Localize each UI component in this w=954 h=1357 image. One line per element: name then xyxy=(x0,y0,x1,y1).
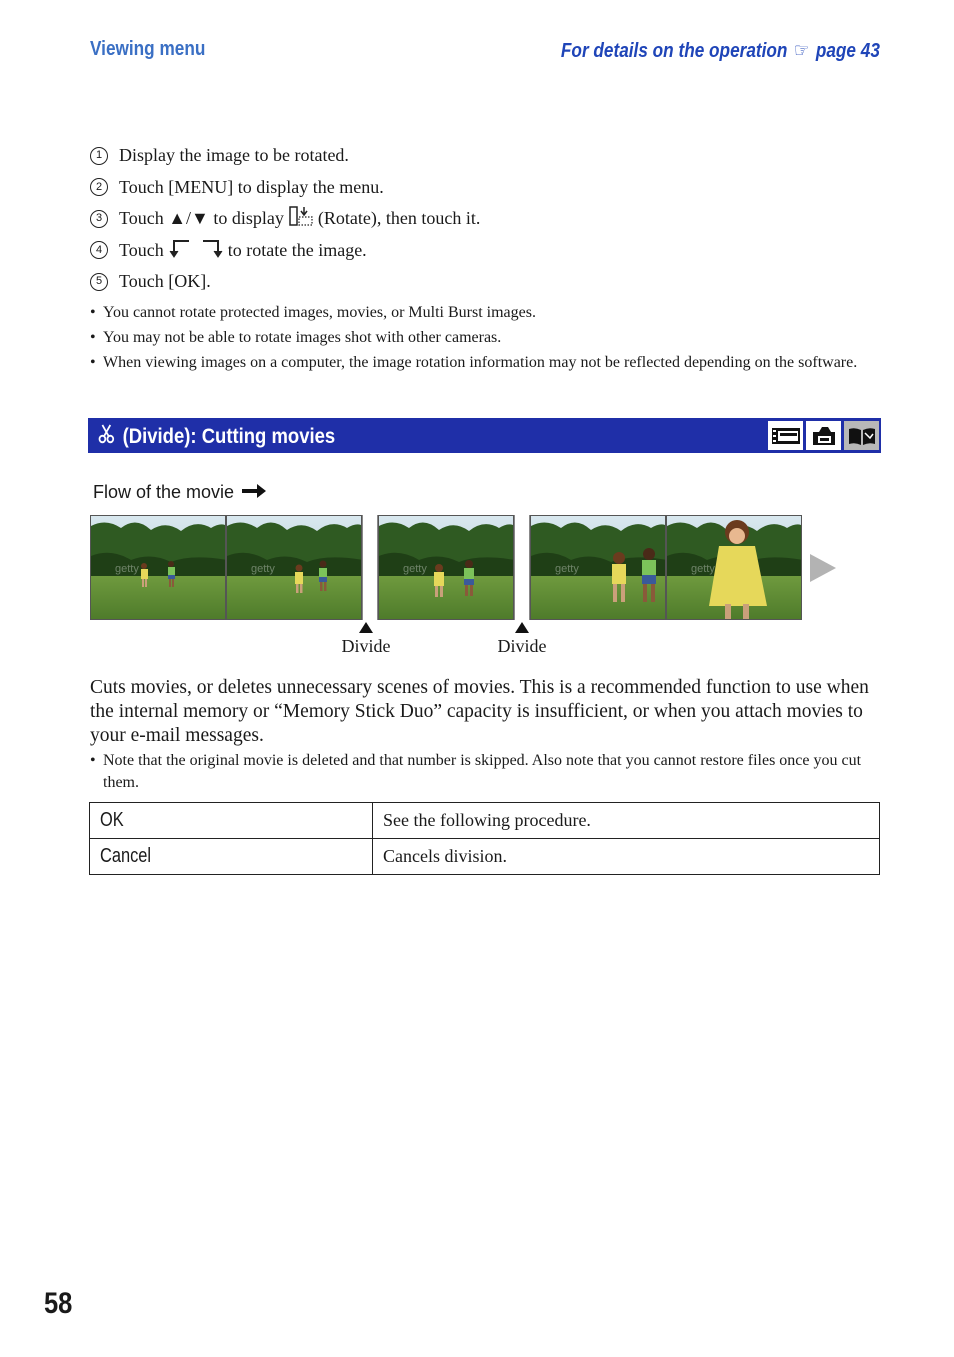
movie-frame xyxy=(226,515,362,620)
details-text: For details on the operation xyxy=(561,40,788,62)
details-reference[interactable] xyxy=(561,38,880,63)
rotate-right-icon xyxy=(200,237,224,264)
divide-label: Divide xyxy=(497,636,547,656)
movie-frame xyxy=(378,515,514,620)
page-number: 58 xyxy=(44,1287,73,1320)
movie-frame xyxy=(666,515,802,620)
next-play-icon xyxy=(810,554,836,587)
pointing-hand-icon: ☞ xyxy=(794,40,810,62)
note-item: • You may not be able to rotate images shot with other cameras. xyxy=(90,327,880,348)
rotate-left-icon xyxy=(168,237,192,264)
option-key xyxy=(90,803,373,839)
step-text: to rotate the image. xyxy=(227,239,367,260)
divide-description: Cuts movies, or deletes unnecessary scenes of movies. This is a recommended function to use when the internal memory or “Memory Stick Duo” capacity is insufficient, or when you attach movies to your e-mail messages. xyxy=(90,677,869,746)
section-title-text: (Divide): Cutting movies xyxy=(122,425,336,448)
step-number: 1 xyxy=(90,147,108,165)
step-text: (Rotate), then touch it. xyxy=(317,208,481,229)
details-page-link[interactable]: page 43 xyxy=(815,40,880,62)
note-item: • When viewing images on a computer, the image rotation information may not be reflected depending on the software. xyxy=(90,352,880,373)
rotate-steps xyxy=(90,140,890,298)
movie-frame xyxy=(530,515,666,620)
step-item xyxy=(90,203,890,235)
step-number: 4 xyxy=(90,241,108,259)
step-text: Touch ▲/▼ to display xyxy=(119,208,284,229)
option-value: See the following procedure. xyxy=(373,803,880,839)
right-arrow-icon xyxy=(242,482,266,503)
divide-point xyxy=(362,515,378,620)
album-mode-icon xyxy=(844,421,879,450)
section-header: Viewing menu xyxy=(90,38,206,60)
option-key xyxy=(90,839,373,875)
movie-frame xyxy=(90,515,226,620)
step-number: 3 xyxy=(90,210,108,228)
camera-mode-icon xyxy=(806,421,841,450)
step-item xyxy=(90,172,890,204)
rotate-icon xyxy=(288,205,314,232)
option-key-text: Cancel xyxy=(100,845,152,867)
movie-mode-icon xyxy=(768,421,803,450)
up-triangle-icon xyxy=(515,622,529,633)
step-item xyxy=(90,140,890,172)
step-item xyxy=(90,235,890,267)
step-number: 5 xyxy=(90,273,108,291)
option-value: Cancels division. xyxy=(373,839,880,875)
rotate-notes xyxy=(90,302,880,377)
flow-label-text: Flow of the movie xyxy=(93,482,235,502)
up-triangle-icon xyxy=(359,622,373,633)
divide-note: • Note that the original movie is deleted and that number is skipped. Also note that you cannot restore files once you cut them. xyxy=(90,750,880,794)
section-title xyxy=(98,423,335,451)
step-text: Touch [OK]. xyxy=(119,271,211,292)
option-key-text: OK xyxy=(100,809,124,831)
step-text: Touch [MENU] to display the menu. xyxy=(119,176,384,197)
flow-label xyxy=(93,482,266,503)
divide-label: Divide xyxy=(341,636,391,656)
options-table xyxy=(89,802,880,875)
divide-section-bar xyxy=(88,418,881,453)
divide-point xyxy=(514,515,530,620)
step-text: Display the image to be rotated. xyxy=(119,145,349,166)
note-item: • You cannot rotate protected images, movies, or Multi Burst images. xyxy=(90,302,880,323)
mode-icons xyxy=(768,421,879,450)
divide-marker xyxy=(477,622,567,657)
scissors-icon xyxy=(98,423,116,451)
step-item xyxy=(90,266,890,298)
divide-marker xyxy=(321,622,411,657)
table-row xyxy=(90,803,880,839)
step-number: 2 xyxy=(90,178,108,196)
step-text: Touch xyxy=(119,239,164,260)
table-row xyxy=(90,839,880,875)
